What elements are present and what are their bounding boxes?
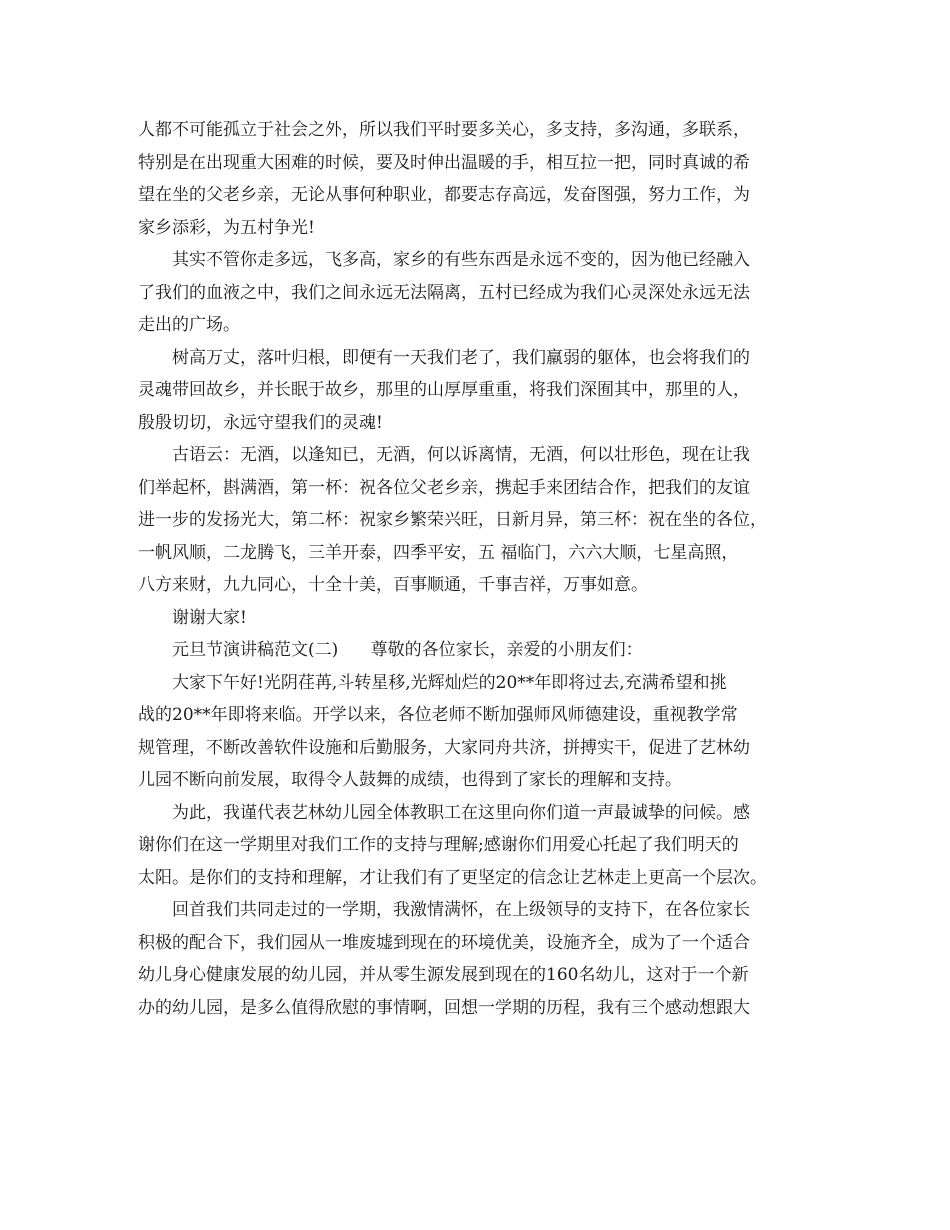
text-line: 太阳。是你们的支持和理解，才让我们有了更坚定的信念让艺林走上更高一个层次。 — [138, 867, 767, 888]
text-line: 望在坐的父老乡亲，无论从事何种职业，都要志存高远，发奋图强，努力工作，为 — [138, 185, 750, 205]
paragraph-8 — [138, 797, 828, 895]
document-body — [138, 114, 828, 1024]
paragraph-4 — [138, 439, 828, 602]
text-line: 大家下午好!光阴荏苒,斗转星移,光辉灿烂的20**年即将过去,充满希望和挑 — [172, 672, 727, 693]
text-line: 灵魂带回故乡，并长眠于故乡，那里的山厚厚重重，将我们深囿其中，那里的人， — [138, 380, 750, 400]
text-line: 幼儿身心健康发展的幼儿园，并从零生源发展到现在的160名幼儿，这对于一个新 — [138, 965, 749, 985]
text-line: 回首我们共同走过的一学期，我激情满怀，在上级领导的支持下，在各位家长 — [172, 900, 750, 920]
text-line: 其实不管你走多远，飞多高，家乡的有些东西是永远不变的，因为他已经融入 — [172, 250, 750, 270]
text-line: 儿园不断向前发展，取得令人鼓舞的成绩，也得到了家长的理解和支持。 — [138, 770, 682, 790]
text-line: 为此，我谨代表艺林幼儿园全体教职工在这里向你们道一声最诚挚的问候。感 — [172, 802, 750, 823]
text-line: 们举起杯，斟满酒，第一杯：祝各位父老乡亲，携起手来团结合作，把我们的友谊 — [138, 477, 750, 498]
text-line: 人都不可能孤立于社会之外，所以我们平时要多关心，多支持，多沟通，多联系， — [138, 120, 750, 140]
text-line: 规管理，不断改善软件设施和后勤服务，大家同舟共济，拼搏实干，促进了艺林幼 — [138, 737, 750, 758]
text-line: 一帆风顺，二龙腾飞，三羊开泰，四季平安，五 福临门，六六大顺，七星高照， — [138, 542, 739, 563]
text-line: 谢你们在这一学期里对我们工作的支持与理解;感谢你们用爱心托起了我们明天的 — [138, 835, 739, 855]
paragraph-3 — [138, 342, 828, 440]
text-line: 办的幼儿园，是多么值得欣慰的事情啊，回想一学期的历程，我有三个感动想跟大 — [138, 997, 750, 1018]
text-line: 走出的广场。 — [138, 315, 240, 335]
text-line: 树高万丈，落叶归根，即便有一天我们老了，我们羸弱的躯体，也会将我们的 — [172, 347, 750, 368]
section-heading — [138, 634, 828, 667]
text-line: 殷殷切切，永远守望我们的灵魂! — [138, 412, 383, 433]
text-line: 谢谢大家! — [172, 607, 247, 628]
text-line: 了我们的血液之中，我们之间永远无法隔离，五村已经成为我们心灵深处永远无法 — [138, 282, 750, 303]
text-line: 进一步的发扬光大，第二杯：祝家乡繁荣兴旺，日新月异，第三杯：祝在坐的各位， — [138, 510, 767, 530]
paragraph-5 — [138, 602, 828, 635]
paragraph-9 — [138, 894, 828, 1024]
text-line: 家乡添彩，为五村争光! — [138, 217, 315, 238]
paragraph-1 — [138, 114, 828, 244]
text-line: 古语云：无酒，以逢知已，无酒，何以诉离情，无酒，何以壮形色，现在让我 — [172, 445, 750, 465]
paragraph-2 — [138, 244, 828, 342]
section-heading-text: 元旦节演讲稿范文(二) 尊敬的各位家长，亲爱的小朋友们： — [172, 640, 643, 660]
text-line: 特别是在出现重大困难的时候，要及时伸出温暖的手，相互拉一把，同时真诚的希 — [138, 152, 750, 173]
text-line: 积极的配合下，我们园从一堆废墟到现在的环境优美，设施齐全，成为了一个适合 — [138, 932, 750, 953]
text-line: 八方来财，九九同心，十全十美，百事顺通，千事吉祥，万事如意。 — [138, 575, 648, 595]
paragraph-7 — [138, 667, 828, 797]
text-line: 战的20**年即将来临。开学以来，各位老师不断加强师风师德建设，重视教学常 — [138, 705, 738, 725]
